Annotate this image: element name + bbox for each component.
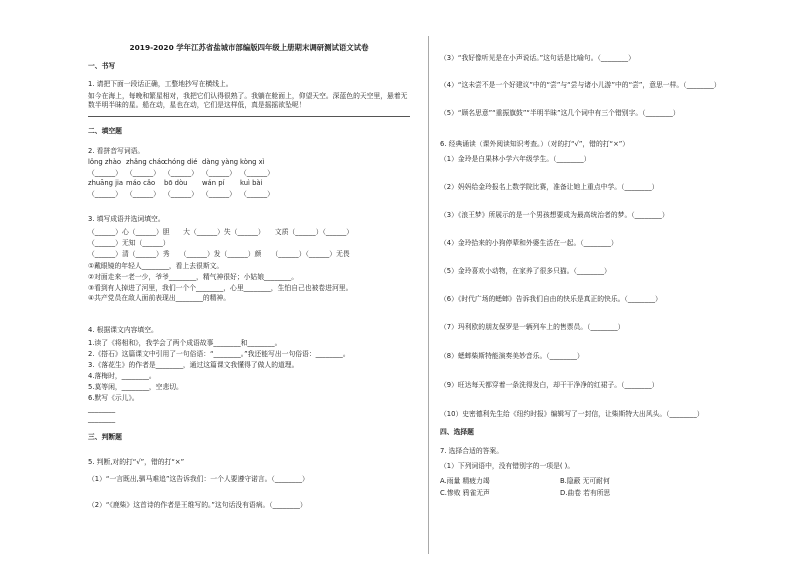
idiom-row-2: （______）无知（______） xyxy=(88,239,170,247)
reading-item-6: （6）《时代广场的蟋蟀》告诉我们自由的快乐是真正的快乐。（________） xyxy=(440,295,662,303)
pinyin: kòng xì xyxy=(240,158,265,166)
text-fill-item-6: 6.默写《示儿》。 xyxy=(88,394,139,402)
fill-sentence-2: ②对面走来一老一少，爷爷________，精气神很好；小姑娘________。 xyxy=(88,273,298,281)
question-3-prompt: 3. 填写成语并选词填空。 xyxy=(88,215,165,223)
answer-blank: （______） xyxy=(202,169,236,177)
answer-blank: （______） xyxy=(164,190,198,198)
judgment-item-1: （1）“一言既出,驷马难追”这告诉我们：一个人要遵守诺言。（________） xyxy=(88,475,309,483)
answer-blank: （______） xyxy=(240,169,274,177)
reading-item-1: （1）金玲是白果林小学六年级学生。（________） xyxy=(440,155,591,163)
judgment-item-5: （5）“顾名思意”“重振旗鼓”“半明半昧”这几个词中有三个错别字。（________） xyxy=(440,109,680,117)
blank-row-1 xyxy=(88,169,278,177)
answer-blank: （______） xyxy=(126,190,160,198)
answer-blank: （______） xyxy=(88,190,122,198)
pinyin: máo cǎo xyxy=(126,179,156,187)
text-fill-item-1: 1.读了《将相和》，我学会了两个成语故事________和________。 xyxy=(88,339,282,347)
question-5-prompt: 5. 判断,对的打“√”，错的打“×” xyxy=(88,458,185,466)
fill-sentence-3: ③看到有人掉进了河里，我们一个个________，心里________，生怕自己也被卷进河里。 xyxy=(88,284,353,292)
reading-item-9: （9）旺达每天都穿着一条洗得发白，却干干净净的红裙子。（________） xyxy=(440,381,659,389)
section-heading-choice: 四、选择题 xyxy=(440,428,474,436)
text-fill-item-3: 3.《落花生》的作者是________，通过这篇课文我懂得了做人的道理。 xyxy=(88,361,299,369)
pinyin: wán pí xyxy=(202,179,225,187)
option-b: B.隐蔽 无可耐何 xyxy=(560,477,610,485)
blank-row-2 xyxy=(88,190,278,198)
idiom-row-3: （______）清（______）秀 （______）发（______）颜 （______）（______）无畏 xyxy=(88,250,350,258)
reading-item-3: （3）《浪王梦》所展示的是一个男孩想要成为最高统治者的梦。（________） xyxy=(440,211,669,219)
reading-item-2: （2）妈妈给金玲报名上数学院比赛，准备让她上重点中学。（________） xyxy=(440,183,659,191)
answer-blank: （______） xyxy=(88,169,122,177)
writing-line xyxy=(88,116,410,117)
question-1-prompt: 1. 请把下面一段话正确，工整地抄写在横线上。 xyxy=(88,80,233,88)
section-heading-fill-in: 二、填空题 xyxy=(88,127,122,135)
question-4-prompt: 4. 根据课文内容填空。 xyxy=(88,326,158,334)
text-fill-item-4: 4.落梅时，________。 xyxy=(88,372,156,380)
option-d: D.曲卷 若有所思 xyxy=(560,489,611,497)
answer-blank: （______） xyxy=(126,169,160,177)
reading-item-7: （7）玛利欧的朋友保罗是一辆列车上的售票员。（________） xyxy=(440,323,625,331)
pinyin-row-2 xyxy=(88,179,278,187)
question-7-prompt: 7. 选择合适的答案。 xyxy=(440,447,504,455)
answer-line: ________ xyxy=(88,405,116,413)
judgment-item-2: （2）“《鹿柴》这首诗的作者是王维写的。”这句话没有语病。（________） xyxy=(88,501,307,509)
answer-blank: （______） xyxy=(202,190,236,198)
section-heading-judgment: 三、判断题 xyxy=(88,433,122,441)
pinyin: lǒng zhào xyxy=(88,158,122,166)
passage-line-1: 如今在海上，每晚和繁星相对，我把它们认得很熟了。我躺在舱面上，仰望天空。深蓝色的天空里，悬着无 xyxy=(88,92,408,100)
pinyin: zhǎng cháo xyxy=(126,158,166,166)
pinyin: zhuāng jia xyxy=(88,179,124,187)
pinyin: chóng dié xyxy=(164,158,198,166)
pinyin: dàng yàng xyxy=(202,158,239,166)
reading-item-5: （5）金玲喜欢小动物，在家养了很多只猫。（________） xyxy=(440,267,611,275)
judgment-item-4: （4）“这未尝不是一个好建议”中的“尝”与“尝与诸小儿游”中的“尝”，意思一样。（________） xyxy=(440,81,721,89)
option-a: A.雨量 精疲力竭 xyxy=(440,477,490,485)
question-2-prompt: 2. 看拼音写词语。 xyxy=(88,147,145,155)
reading-item-10: （10）史密德利先生给《纽约时报》编辑写了一封信，让柴斯特大出风头。（________） xyxy=(440,410,704,418)
option-c: C.惨败 鸦雀无声 xyxy=(440,489,490,497)
pinyin: kuì bài xyxy=(240,179,263,187)
text-fill-item-5: 5.莫等闲，________，空悲切。 xyxy=(88,383,183,391)
pinyin-row-1 xyxy=(88,158,278,166)
reading-item-4: （4）金玲拾来的小狗停辈和外婆生活在一起。（________） xyxy=(440,239,618,247)
answer-blank: （______） xyxy=(240,190,274,198)
idiom-row-1: （______）心（______）胆 大（______）失（______） 文质（______）（______） xyxy=(88,228,354,236)
question-6-prompt: 6. 经典诵读（课外阅读知识考查。）（对的打“√”，错的打“×”） xyxy=(440,140,630,148)
text-fill-item-2: 2.《搭石》这篇课文中引用了一句俗语：“________。”我还能写出一句俗语：________。 xyxy=(88,350,350,358)
fill-sentence-4: ④共产党员在敌人面前表现出________的精神。 xyxy=(88,294,231,302)
reading-item-8: （8）蟋蟀柴斯特能演奏美妙音乐。（________） xyxy=(440,352,584,360)
section-heading-writing: 一、书写 xyxy=(88,62,116,70)
column-divider xyxy=(428,36,429,554)
answer-blank: （______） xyxy=(164,169,198,177)
choice-question-1: （1）下列词语中，没有错别字的一项是( )。 xyxy=(440,462,575,470)
fill-sentence-1: ①戴眼镜的年轻人________，看上去很斯文。 xyxy=(88,262,224,270)
exam-title: 2019-2020 学年江苏省盐城市部编版四年级上册期末调研测试语文试卷 xyxy=(129,43,369,52)
passage-line-2: 数半明半昧的星。船在动，星也在动，它们是这样低，真是摇摇欲坠呢！ xyxy=(88,101,306,109)
judgment-item-3: （3）“我好像听见是在小声说话。”这句话是比喻句。（________） xyxy=(440,54,635,62)
pinyin: bō dòu xyxy=(164,179,188,187)
answer-line: ________ xyxy=(88,415,116,423)
